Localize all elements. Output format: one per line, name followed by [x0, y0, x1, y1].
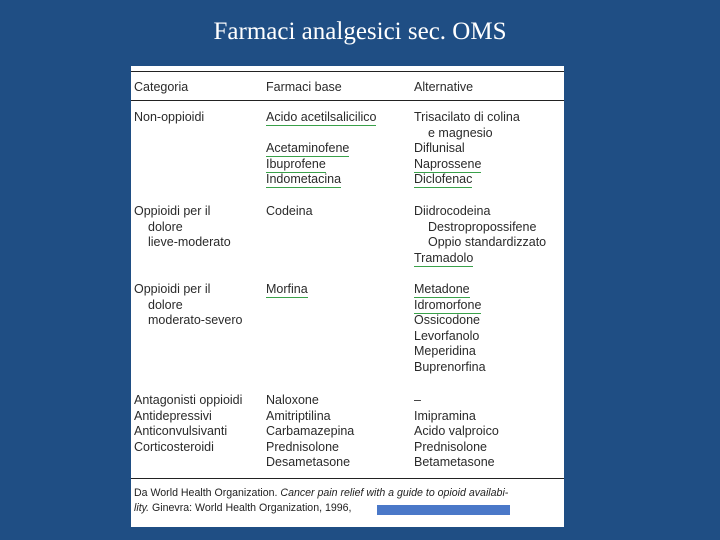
drug-name: Levorfanolo	[414, 328, 480, 343]
category-line: Antagonisti oppioidi	[134, 393, 243, 407]
group-1-alternatives	[414, 110, 520, 188]
drug-name: Trisacilato di colina	[414, 110, 520, 124]
drug-name: Indometacina	[266, 172, 342, 187]
category-line: dolore	[148, 219, 183, 234]
category-line: Antidepressivi	[134, 408, 212, 423]
drug-name: Metadone	[414, 282, 470, 296]
drug-name: Acido acetilsalicilico	[266, 110, 377, 124]
drug-name: Carbamazepina	[266, 424, 355, 439]
group-2-base	[266, 204, 313, 220]
drug-name: Morfina	[266, 282, 308, 296]
drug-name: Prednisolone	[414, 439, 487, 454]
drug-cell	[266, 110, 376, 126]
table-top-rule	[131, 71, 564, 72]
footnote-title-1: Cancer pain relief with a guide to opioid availabi-	[280, 487, 509, 499]
group-2-alternatives	[414, 204, 546, 266]
drug-name: Destropropossifene	[428, 219, 537, 234]
group-3-base	[266, 282, 308, 298]
category-line: Oppioidi per il	[134, 282, 211, 296]
category-line: Anticonvulsivanti	[134, 424, 228, 439]
category-line: moderato-severo	[148, 313, 243, 328]
group-4-alternatives	[414, 393, 499, 471]
footnote-lead: Da World Health Organization.	[134, 487, 281, 499]
category-line: lieve-moderato	[148, 235, 231, 250]
group-3-category	[134, 282, 243, 329]
slide-title: Farmaci analgesici sec. OMS	[213, 18, 507, 45]
drug-name: Diflunisal	[414, 141, 465, 156]
footnote-title-2: lity.	[134, 502, 150, 514]
drug-name: Oppio standardizzato	[428, 235, 547, 250]
drug-name: Acetaminofene	[266, 141, 350, 156]
drug-name: Desametasone	[266, 455, 351, 470]
footnote-rule	[131, 478, 564, 479]
drug-name: Codeina	[266, 204, 313, 218]
drug-name: Acido valproico	[414, 424, 499, 439]
category-line: Oppioidi per il	[134, 204, 211, 218]
drug-name: Naloxone	[266, 393, 319, 407]
group-3-alternatives	[414, 282, 486, 376]
drug-name: Imipramina	[414, 408, 476, 423]
redaction-bar	[377, 505, 510, 515]
drug-name: Buprenorfina	[414, 359, 486, 374]
drug-name: Betametasone	[414, 455, 495, 470]
header-alternatives: Alternative	[414, 80, 474, 94]
group-4-category	[134, 393, 242, 455]
header-base: Farmaci base	[266, 80, 342, 94]
header-category: Categoria	[134, 80, 189, 94]
category-line: dolore	[148, 297, 183, 312]
drug-name: Diclofenac	[414, 172, 473, 187]
drug-name: Diidrocodeina	[414, 204, 491, 218]
footnote-rest: Ginevra: World Health Organization, 1996,	[149, 502, 352, 514]
drug-name: Meperidina	[414, 344, 476, 359]
table-page	[131, 66, 564, 527]
category-line: Non-oppioidi	[134, 110, 205, 124]
header-rule	[131, 100, 564, 101]
drug-name: Idromorfone	[414, 297, 482, 312]
drug-name: Prednisolone	[266, 439, 339, 454]
drug-name: Ossicodone	[414, 313, 481, 328]
drug-name: Ibuprofene	[266, 156, 326, 171]
category-line: Corticosteroidi	[134, 439, 214, 454]
group-1-category	[134, 110, 204, 126]
drug-name: –	[414, 393, 421, 407]
drug-name: Tramadolo	[414, 250, 474, 265]
group-4-base	[266, 393, 354, 471]
group-1-base	[266, 110, 376, 188]
spacer	[266, 126, 376, 142]
group-2-category	[134, 204, 231, 251]
drug-name: Amitriptilina	[266, 408, 331, 423]
drug-name: Naprossene	[414, 156, 482, 171]
drug-name: e magnesio	[428, 125, 493, 140]
